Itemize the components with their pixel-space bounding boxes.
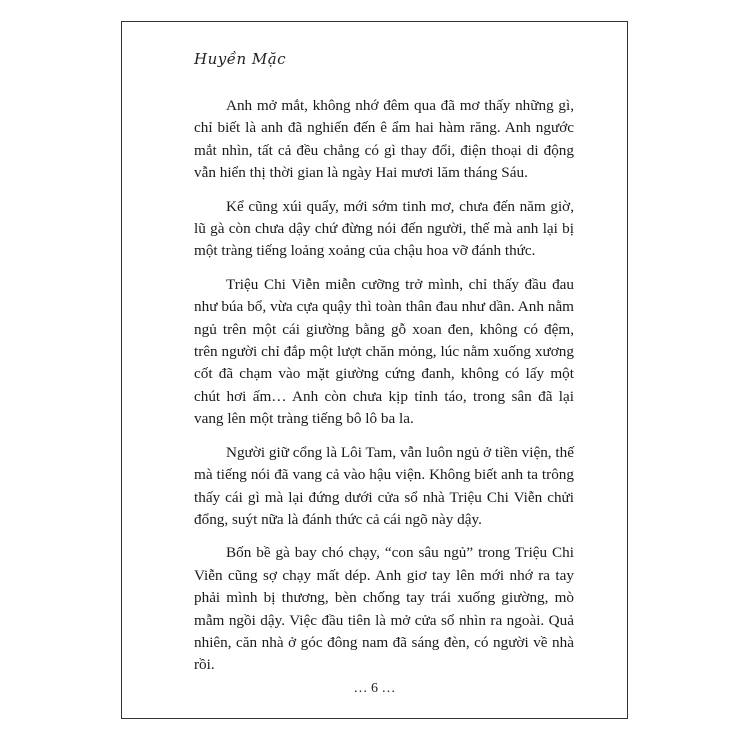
paragraph-5: Bốn bề gà bay chó chạy, “con sâu ngủ” trong Triệu Chi Viễn cũng sợ chạy mất dép. Anh giơ tay lên mới nhớ ra tay phải mình bị thương, bèn chống tay trái xuống giường, mò mẫm ngồi dậy. Việc đầu tiên là mở cửa sổ nhìn ra ngoài. Quả nhiên, căn nhà ở góc đông nam đã sáng đèn, có người về nhà rồi. [194, 544, 574, 674]
body-text [194, 95, 574, 688]
running-header-author: Huyền Mặc [194, 50, 287, 68]
paragraph-2: Kể cũng xúi quẩy, mới sớm tinh mơ, chưa đến năm giờ, lũ gà còn chưa dậy chứ đừng nói đến người, thế mà anh lại bị một tràng tiếng loảng xoảng của chậu hoa vỡ đánh thức. [194, 197, 574, 260]
paragraph-4: Người giữ cổng là Lôi Tam, vẫn luôn ngủ ở tiền viện, thế mà tiếng nói đã vang cả vào hậu viện. Không biết anh ta trông thấy cái gì mà lại đứng dưới cửa sổ nhà Triệu Chi Viễn chửi đổng, suýt nữa là đánh thức cả cái ngõ này dậy. [194, 443, 574, 528]
paragraph-1: Anh mở mắt, không nhớ đêm qua đã mơ thấy những gì, chỉ biết là anh đã nghiến đến ê ẩm hai hàm răng. Anh ngước mắt nhìn, tất cả đều chẳng có gì thay đổi, điện thoại di động vẫn hiển thị thời gian là ngày Hai mươi lăm tháng Sáu. [194, 97, 574, 182]
paragraph-3: Triệu Chi Viễn miễn cưỡng trở mình, chỉ thấy đầu đau như búa bổ, vừa cựa quậy thì toàn thân đau như dần. Anh nằm ngủ trên một cái giường bằng gỗ xoan đen, không có đệm, trên người chỉ đắp một lượt chăn mỏng, lúc nằm xuống xương cốt đã chạm vào mặt giường cứng đanh, không có lấy một chút hơi ấm… Anh còn chưa kịp tỉnh táo, trong sân đã lại vang lên một tràng tiếng bô lô ba la. [194, 275, 574, 428]
page-number: … 6 … [353, 681, 396, 696]
book-page [121, 21, 628, 719]
